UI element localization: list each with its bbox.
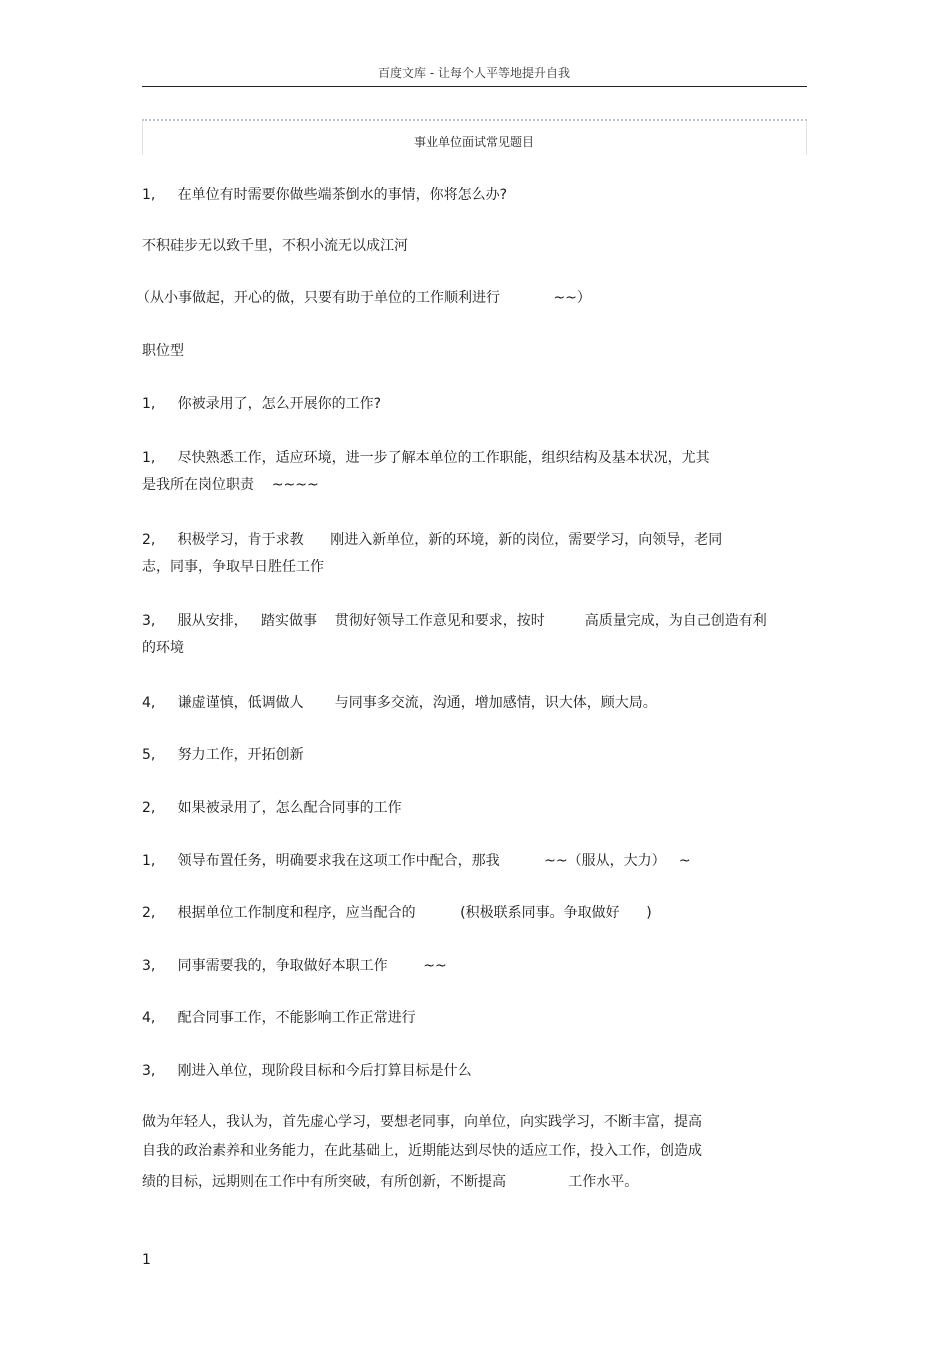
text-line: 1, 尽快熟悉工作，适应环境，进一步了解本单位的工作职能，组织结构及基本状况，尤其 — [142, 450, 710, 466]
text-line: 2, 如果被录用了，怎么配合同事的工作 — [142, 800, 402, 816]
text-line: 2, 根据单位工作制度和程序，应当配合的 (积极联系同事。争取做好 ) — [142, 905, 652, 921]
page-header: 百度文库 - 让每个人平等地提升自我 — [378, 66, 570, 80]
text-line: （从小事做起，开心的做，只要有助于单位的工作顺利进行 ~~） — [136, 290, 591, 306]
text-line: 志，同事，争取早日胜任工作 — [142, 559, 324, 575]
text-line: 不积硅步无以致千里，不积小流无以成江河 — [142, 238, 408, 254]
text-line: 1, 在单位有时需要你做些端茶倒水的事情，你将怎么办? — [142, 187, 508, 203]
document-title: 事业单位面试常见题目 — [413, 135, 534, 149]
text-line: 2, 积极学习，肯于求教 刚进入新单位，新的环境，新的岗位，需要学习，向领导，老同 — [142, 532, 723, 548]
text-line: 自我的政治素养和业务能力，在此基础上，近期能达到尽快的适应工作，投入工作，创造成 — [142, 1143, 702, 1159]
text-line: 3, 服从安排， 踏实做事 贯彻好领导工作意见和要求，按时 高质量完成，为自己创造有利 — [142, 613, 767, 629]
text-line: 绩的目标，远期则在工作中有所突破，有所创新，不断提高 工作水平。 — [142, 1174, 639, 1190]
text-line: 1, 你被录用了，怎么开展你的工作? — [142, 396, 382, 412]
header-rule — [142, 86, 807, 87]
text-line: 3, 同事需要我的，争取做好本职工作 ~~ — [142, 958, 447, 974]
text-line: 1, 领导布置任务，明确要求我在这项工作中配合，那我 ~~（服从，大力） ~ — [142, 853, 691, 869]
text-line: 4, 配合同事工作，不能影响工作正常进行 — [142, 1010, 416, 1026]
text-line: 的环境 — [142, 640, 184, 656]
text-line: 3, 刚进入单位，现阶段目标和今后打算目标是什么 — [142, 1063, 472, 1079]
page-number: 1 — [142, 1252, 151, 1268]
text-line: 4, 谦虚谨慎，低调做人 与同事多交流，沟通，增加感情，识大体，顾大局。 — [142, 695, 657, 711]
text-line: 5, 努力工作，开拓创新 — [142, 747, 304, 763]
text-line: 是我所在岗位职责 ~~~~ — [142, 477, 319, 493]
text-line: 做为年轻人，我认为，首先虚心学习，要想老同事，向单位，向实践学习，不断丰富，提高 — [142, 1114, 702, 1130]
text-line: 职位型 — [142, 343, 184, 359]
